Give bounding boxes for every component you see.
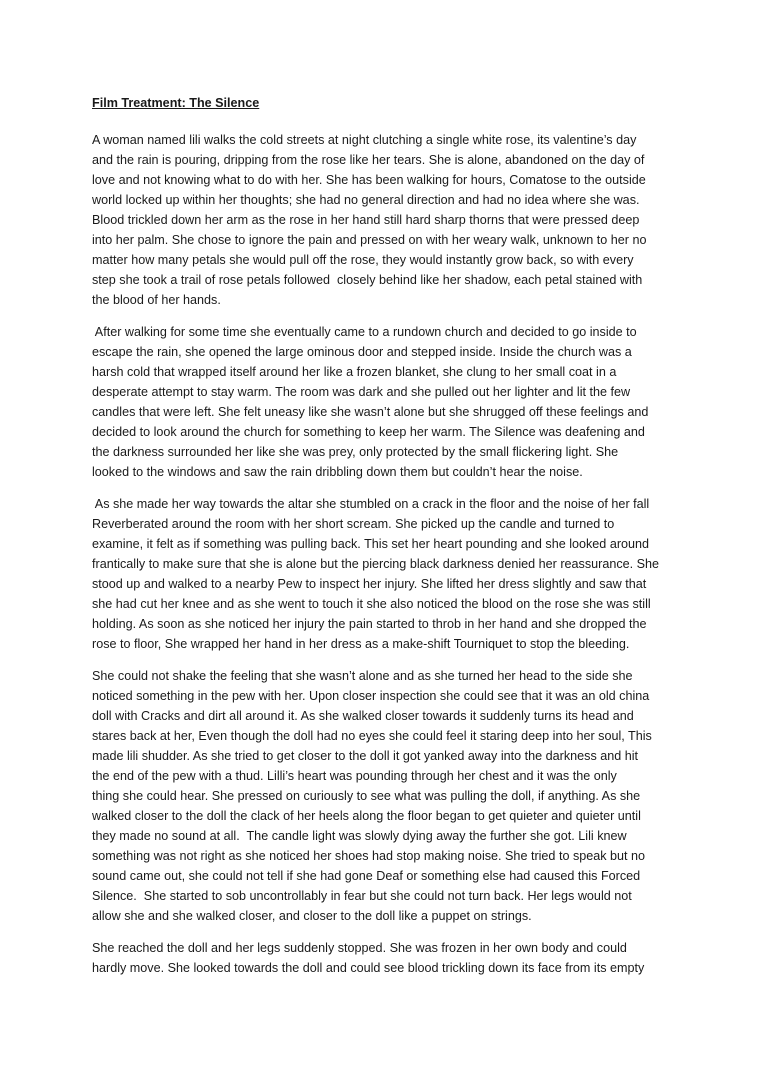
text-line: the end of the pew with a thud. Lilli’s heart was pounding through her chest and it was the only <box>92 769 617 783</box>
text-line: made lili shudder. As she tried to get closer to the doll it got yanked away into the darkness and hit <box>92 749 639 763</box>
text-line: stood up and walked to a nearby Pew to inspect her injury. She lifted her dress slightly and saw that <box>92 577 647 591</box>
paragraph <box>92 938 688 978</box>
text-line: thing she could hear. She pressed on curiously to see what was pulling the doll, if anything. As she <box>92 789 641 803</box>
text-line: decided to look around the church for something to keep her warm. The Silence was deafening and <box>92 425 645 439</box>
text-line: love and not knowing what to do with her. She has been walking for hours, Comatose to the outside <box>92 173 646 187</box>
text-line: allow she and she walked closer, and closer to the doll like a puppet on strings. <box>92 909 532 923</box>
paragraph <box>92 322 688 482</box>
text-line: examine, it felt as if something was pulling back. This set her heart pounding and she looked around <box>92 537 650 551</box>
text-line: into her palm. She chose to ignore the pain and pressed on with her weary walk, unknown to her no <box>92 233 647 247</box>
text-line: the blood of her hands. <box>92 293 221 307</box>
text-line: After walking for some time she eventually came to a rundown church and decided to go inside to <box>92 325 637 339</box>
text-line: frantically to make sure that she is alone but the piercing black darkness denied her reassurance. She <box>92 557 660 571</box>
text-line: matter how many petals she would pull off the rose, they would instantly grow back, so with every <box>92 253 634 267</box>
text-line: looked to the windows and saw the rain dribbling down them but couldn’t hear the noise. <box>92 465 583 479</box>
text-line: harsh cold that wrapped itself around her like a frozen blanket, she clung to her small coat in a <box>92 365 617 379</box>
text-line: doll with Cracks and dirt all around it. As she walked closer towards it suddenly turns its head and <box>92 709 634 723</box>
text-line: Reverberated around the room with her short scream. She picked up the candle and turned to <box>92 517 615 531</box>
paragraph <box>92 494 688 654</box>
paragraph <box>92 666 688 926</box>
text-line: holding. As soon as she noticed her injury the pain started to throb in her hand and she dropped the <box>92 617 647 631</box>
text-line: step she took a trail of rose petals followed closely behind like her shadow, each petal stained with <box>92 273 643 287</box>
text-line: noticed something in the pew with her. Upon closer inspection she could see that it was an old china <box>92 689 650 703</box>
text-line: As she made her way towards the altar she stumbled on a crack in the floor and the noise of her fall <box>92 497 650 511</box>
text-line: hardly move. She looked towards the doll and could see blood trickling down its face from its empty <box>92 961 645 975</box>
paragraph-list <box>92 130 688 978</box>
document-body <box>92 94 688 990</box>
text-line: candles that were left. She felt uneasy like she wasn’t alone but she shrugged off these feelings and <box>92 405 649 419</box>
text-line: they made no sound at all. The candle light was slowly dying away the further she got. Lili knew <box>92 829 627 843</box>
paragraph <box>92 130 688 310</box>
text-line: Blood trickled down her arm as the rose in her hand still hard sharp thorns that were pressed deep <box>92 213 640 227</box>
document-title: Film Treatment: The Silence <box>92 96 260 110</box>
text-line: She could not shake the feeling that she wasn’t alone and as she turned her head to the side she <box>92 669 633 683</box>
text-line: she had cut her knee and as she went to touch it she also noticed the blood on the rose she was still <box>92 597 651 611</box>
text-line: something was not right as she noticed her shoes had stop making noise. She tried to speak but no <box>92 849 646 863</box>
text-line: sound came out, she could not tell if she had gone Deaf or something else had caused this Forced <box>92 869 641 883</box>
text-line: the darkness surrounded her like she was prey, only protected by the small flickering light. She <box>92 445 619 459</box>
text-line: rose to floor, She wrapped her hand in her dress as a make-shift Tourniquet to stop the bleeding. <box>92 637 630 651</box>
text-line: desperate attempt to stay warm. The room was dark and she pulled out her lighter and lit the few <box>92 385 631 399</box>
text-line: walked closer to the doll the clack of her heels along the floor began to get quieter and quieter until <box>92 809 641 823</box>
text-line: stares back at her, Even though the doll had no eyes she could feel it staring deep into her soul, This <box>92 729 652 743</box>
text-line: and the rain is pouring, dripping from the rose like her tears. She is alone, abandoned on the day of <box>92 153 645 167</box>
text-line: world locked up within her thoughts; she had no general direction and had no idea where she was. <box>92 193 640 207</box>
text-line: She reached the doll and her legs suddenly stopped. She was frozen in her own body and could <box>92 941 627 955</box>
text-line: Silence. She started to sob uncontrollably in fear but she could not turn back. Her legs would not <box>92 889 632 903</box>
text-line: escape the rain, she opened the large ominous door and stepped inside. Inside the church was a <box>92 345 632 359</box>
text-line: A woman named lili walks the cold streets at night clutching a single white rose, its valentine’s day <box>92 133 637 147</box>
